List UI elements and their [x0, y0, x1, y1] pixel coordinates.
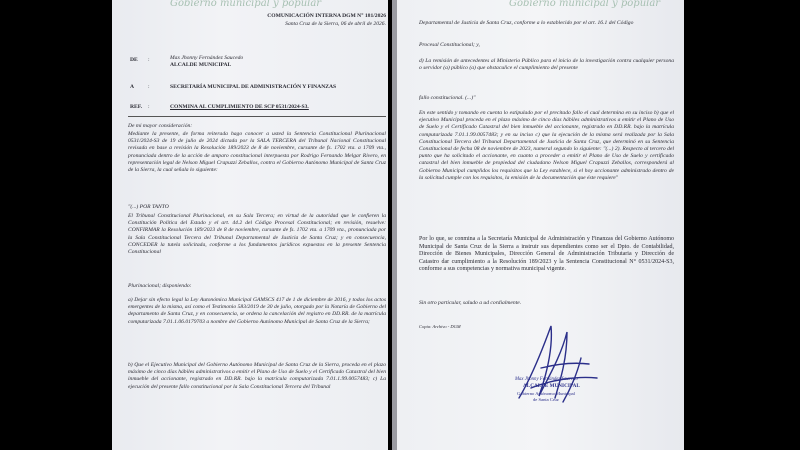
paragraph-disposing: Plurinacional; disponiendo:: [128, 283, 192, 289]
paragraph-intro: Mediante la presente, de forma reiterada hago conocer a usted la Sentencia Constitucional Plurinacional 0531/2024-S3 de 19 de julio de 2024 dictada por la SALA TERCERA del Tribunal Nacional Constitucional revisada en base a revisión la Resolución 189/2023 de 8 de noviembre, cursante de fs. 1702 vta. a 1709 vta., pronunciada dentro de la acción de amparo constitucional interpuesta por Rodrigo Fernando Melgar Rivero, en representación legal de Nelson Miguel Crapuzzi Zeballos, contra el Gobierno Autónomo Municipal de Santa Cruz de la Sierra, la cual señala lo siguiente:: [128, 131, 386, 174]
closing-salutation: Sin otro particular, saludo a ud cordialmente.: [419, 300, 522, 306]
continuation-line-2: Procesal Constitucional; y,: [419, 42, 480, 48]
divider: [128, 116, 386, 117]
sender-name: Max Jhonny Fernández Saucedo: [170, 55, 244, 61]
document-page-1: Gobierno municipal y popular COMUNICACIÓN INTERNA DGM N° 181/2026 Santa Cruz de la Sierra, 06 de abril de 2026. DE : Max Jhonny Fernández Saucedo ALCALDE MUNICIPAL A : SECRETARÍA MUNICIPAL DE ADMINISTRACIÓN Y FINANZAS REF. : CONMINA AL CUMPLIMIENTO DE SCP 0531/2024-S3. De mi mayor consideración: Mediante la presente, de forma reiterada hago conocer a usted la Sentencia Constitucional Plurinacional 0531/2024-S3 de 19 de julio de 2024 dictada por la SALA TERCERA del Tribunal Nacional Constitucional revisada en base a revisión la Resolución 189/2023 de 8 de noviembre, cursante de fs. 1702 vta. a 1709 vta., pronunciada dentro de la acción de amparo constitucional interpuesta por Rodrigo Fernando Melgar Rivero, en representación legal de Nelson Miguel Crapuzzi Zeballos, contra el Gobierno Autónomo Municipal de Santa Cruz de la Sierra, la cual señala lo siguiente: "(...) POR TANTO El Tribunal Constitucional Plurinacional, en su Sala Tercera; en virtud de la autoridad que le confieren la Constitución Política del Estado y el art. 44.2 del Código Procesal Constitucional; en revisión, resuelve: CONFIRMAR la Resolución 189/2023 de 8 de noviembre, cursante de fs. 1702 vta. a 1709 vta., pronunciada por la Sala Constitucional Tercera del Tribunal Departamental de Justicia de Santa Cruz; y en consecuencia, CONCEDER la tutela solicitada, conforme a los fundamentos jurídicos expuestos en la presente Sentencia Constitucional Plurinacional; disponiendo: a) Dejar sin efecto legal la Ley Autonómica Municipal GAMSCS 417 de 1 de diciembre de 2016, y todos los actos emergentes de la misma, así como el Testimonio 583/2019 de 30 de julio, otorgado por la Notaría de Gobierno del departamento de Santa Cruz, y en consecuencia, se ordena la cancelación del registro en DD.RR. de la matrícula computarizada 7.01.1.06.0179703 a nombre del Gobierno Autónomo Municipal de Santa Cruz de la Sierra; b) Que el Ejecutivo Municipal del Gobierno Autónomo Municipal de Santa Cruz de la Sierra, proceda en el plazo máximo de cinco días hábiles administrativos a emitir el Plano de Uso de Suelo y el Certificado Catastral del bien inmueble del accionante, registrado en DD.RR. bajo la matrícula computarizada 7.01.1.99.0057483; c) La ejecución del presente fallo constitucional por la Sala Constitucional Tercera del Tribunal: [112, 0, 388, 450]
ruling-item-b: b) Que el Ejecutivo Municipal del Gobierno Autónomo Municipal de Santa Cruz de la Sierra, proceda en el plazo máximo de cinco días hábiles administrativos a emitir el Plano de Uso de Suelo y el Certificado Catastral del bien inmueble del accionante, registrado en DD.RR. bajo la matrícula computarizada 7.01.1.99.0057483; c) La ejecución del presente fallo constitucional por la Sala Constitucional Tercera del Tribunal: [128, 362, 386, 390]
a-label: A: [130, 84, 135, 90]
communication-number: COMUNICACIÓN INTERNA DGM N° 181/2026: [267, 13, 386, 19]
stamp-org: Gobierno Autónomo Municipal: [517, 391, 575, 396]
paragraph-ruling: El Tribunal Constitucional Plurinacional, en su Sala Tercera; en virtud de la autoridad que le confieren la Constitución Política del Estado y el art. 44.2 del Código Procesal Constitucional; en revisión, resuelve: CONFIRMAR la Resolución 189/2023 de 8 de noviembre, cursante de fs. 1702 vta. a 1709 vta., pronunciada por la Sala Constitucional Tercera del Tribunal Departamental de Justicia de Santa Cruz; y en consecuencia, CONCEDER la tutela solicitada, conforme a los fundamentos jurídicos expuestos en la presente Sentencia Constitucional: [128, 213, 386, 256]
paragraph-analysis: En este sentido y tomando en cuenta lo estipulado por el precitado fallo el cual determina en su inciso b) que el ejecutivo Municipal proceda en el plazo máximo de cinco días hábiles administrativos a emitir el Plano de Uso de Suelo y el Certificado Catastral del bien inmueble del accionante, registrado en DD.RR. bajo la matrícula computarizada 7.01.1.99.0057483; y en su inciso c) que la ejecución de la misma será realizada por la Sala Constitucional Tercera del Tribunal Departamental de Justicia de Santa Cruz, que determinó en su Sentencia Constitucional de fecha 08 de noviembre de 2023, numeral segundo lo siguiente: "(...) 2). Respecto al tercero del punto que ha solicitado el accionante, en cuanto a proceder a emitir el Plano de Uso de Suelo y certificado catastral del bien inmueble de propiedad del ciudadano Nelson Miguel Crapuzzi Zeballos, corresponderá al Gobierno Municipal cumplidos los requisitos que la Ley establece, si el hoy accionante administrado dentro de la solicitud cumple con los requisitos, la emisión de la documentación que éste requiere": [419, 110, 674, 181]
stamp-city: de Santa Cruz: [533, 397, 559, 402]
reference: CONMINA AL CUMPLIMIENTO DE SCP 0531/2024-S3.: [170, 104, 309, 110]
stamp-name: Max Jhonny Fernández Saucedo: [515, 377, 578, 382]
ruling-item-a: a) Dejar sin efecto legal la Ley Autonómica Municipal GAMSCS 417 de 1 de diciembre de 2016, y todos los actos emergentes de la misma, así como el Testimonio 583/2019 de 30 de julio, otorgado por la Notaría de Gobierno del departamento de Santa Cruz, y en consecuencia, se ordena la cancelación del registro en DD.RR. de la matrícula computarizada 7.01.1.06.0179703 a nombre del Gobierno Autónomo Municipal de Santa Cruz de la Sierra;: [128, 297, 386, 325]
communication-date: Santa Cruz de la Sierra, 06 de abril de 2026.: [285, 21, 386, 27]
recipient: SECRETARÍA MUNICIPAL DE ADMINISTRACIÓN Y FINANZAS: [170, 84, 337, 90]
document-page-2: [397, 0, 684, 450]
letterhead-watermark: Gobierno municipal y popular: [170, 0, 322, 9]
copy-note: Copia: Archivo - DGM: [419, 324, 461, 329]
paragraph-instruction: Por lo que, se conmina a la Secretaría Municipal de Administración y Finanzas del Gobierno Autónomo Municipal de Santa Cruz de la Sierra a instruir sus dependientes como ser el Dpto. de Contabilidad, Dirección de Bienes Municipales, Dirección General de Administración Tributaria y Dirección de Catastro dar cumplimiento a la Resolución 189/2023 y la Sentencia Constitucional N° 0531/2024-S3, conforme a sus competencias y normativa municipal vigente.: [419, 236, 674, 273]
quote-open: "(...) POR TANTO: [128, 204, 169, 210]
letterhead-watermark: Gobierno municipal y popular: [509, 0, 661, 9]
de-label: DE: [130, 57, 138, 63]
stamp-title: ALCALDE MUNICIPAL: [523, 383, 580, 389]
greeting: De mi mayor consideración:: [128, 123, 193, 129]
quote-close: fallo constitucional. (...)": [419, 95, 476, 101]
continuation-line: Departamental de Justicia de Santa Cruz, conforme a lo establecido por el art. 16.1 del Código: [419, 20, 634, 26]
ref-label: REF.: [130, 104, 143, 110]
sender-title: ALCALDE MUNICIPAL: [170, 62, 232, 68]
ruling-item-d: d) La remisión de antecedentes al Ministerio Público para el inicio de la investigación contra cualquier persona o servidor (a) público (a) que obstaculice el cumplimiento del presente: [419, 58, 674, 72]
